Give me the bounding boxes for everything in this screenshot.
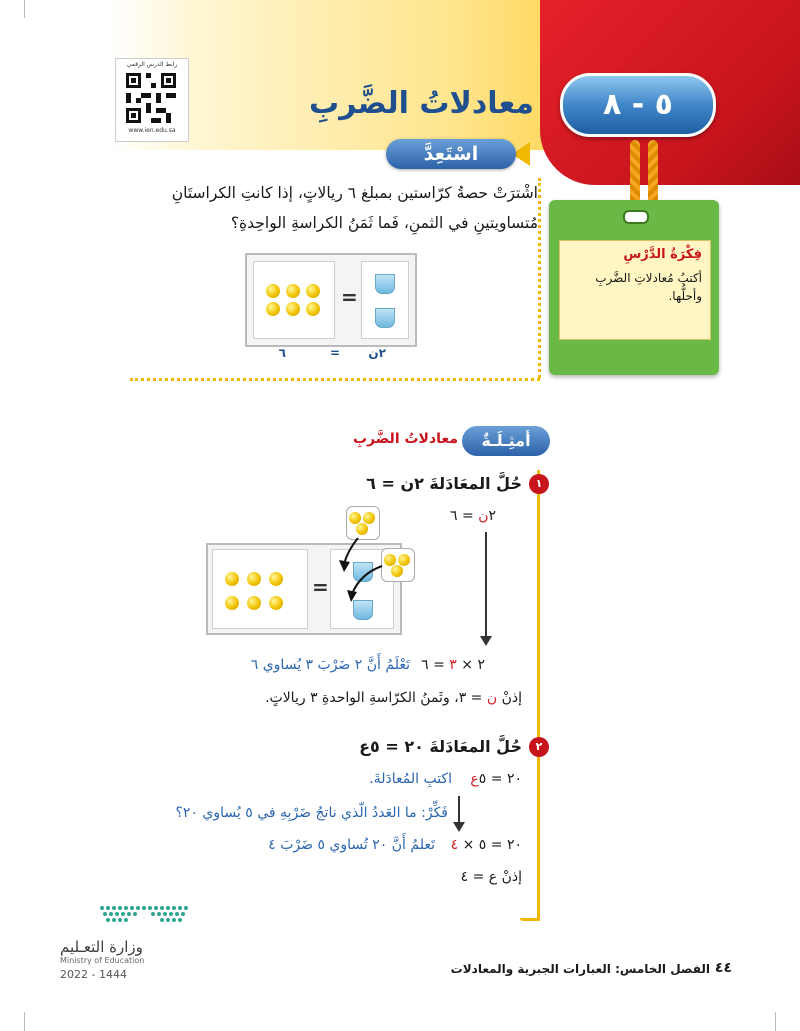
example-1-conclusion xyxy=(265,690,522,706)
lesson-idea-text: أكتبُ مُعادلاتِ الضَّربِ وأحلُّها. xyxy=(595,271,702,303)
ex1-result-lhs: ٢ × xyxy=(461,657,485,673)
coin-icon xyxy=(225,572,239,586)
ex1-conclusion-prefix: إذنْ xyxy=(501,690,522,706)
example-2-step2-note: تَعلمُ أَنَّ ٢٠ تُساوي ٥ ضَرْبَ ٤ xyxy=(268,837,435,853)
example-2-step1 xyxy=(369,771,522,787)
ex1-conclusion-text: = ٣، وثَمنُ الكرّاسةِ الواحدةِ ٣ ريالاتٍ. xyxy=(265,690,483,706)
lesson-title: معادلاتُ الضَّربِ xyxy=(308,86,534,121)
lesson-number-pill: ٥ - ٨ xyxy=(560,73,716,137)
ex1-result-rhs: = ٦ xyxy=(421,657,445,673)
cup-icon xyxy=(375,308,395,328)
prepare-eq-right: ٦ xyxy=(278,346,286,360)
ex1-step1-coef: ٢ xyxy=(488,508,496,524)
chapter-footer xyxy=(451,962,710,976)
page-number: ٤٤ xyxy=(714,960,732,976)
coin-icon xyxy=(269,596,283,610)
qr-url: www.ien.edu.sa xyxy=(128,127,176,134)
dotted-divider xyxy=(130,378,540,381)
examples-side-line-end xyxy=(520,918,540,921)
ex2-step2-eq: ٢٠ = ٥ × xyxy=(462,837,522,853)
ministry-name-english: Ministry of Education xyxy=(60,956,145,965)
crop-mark xyxy=(24,0,25,18)
example-2-conclusion: إذنْ ع = ٤ xyxy=(460,869,522,885)
example-1-result-note: تَعْلَمُ أَنَّ ٢ ضَرْبَ ٣ يُساوي ٦ xyxy=(250,657,410,673)
example-2-think: فَكِّرْ: ما العَددُ الّذي ناتجُ ضَرْبِهِ في ٥ يُساوي ٢٠؟ xyxy=(175,805,448,821)
ex1-conclusion-var: ن xyxy=(486,690,498,706)
card-hole xyxy=(623,210,649,224)
example-1-result xyxy=(421,657,485,673)
coin-icon xyxy=(247,596,261,610)
prepare-eq-left: ٢ن xyxy=(368,346,386,360)
examples-topic: معادلاتُ الضَّربِ xyxy=(352,431,458,447)
coin-icon xyxy=(269,572,283,586)
coin-icon xyxy=(247,572,261,586)
ministry-logo-icon xyxy=(98,900,190,926)
coin-icon xyxy=(363,512,375,524)
curved-arrow-icon xyxy=(330,530,410,610)
coin-icon xyxy=(286,284,300,298)
prepare-eq-sign: = xyxy=(329,346,340,360)
edition-year: 2022 - 1444 xyxy=(60,968,127,981)
example-number-1: ١ xyxy=(529,474,549,494)
chapter-title: العبارات الجبرية والمعادلات xyxy=(450,962,611,976)
qr-caption: رابط الدرس الرقمي xyxy=(126,61,178,68)
crop-mark xyxy=(24,1012,25,1031)
ex2-step2-num: ٤ xyxy=(450,837,459,853)
coin-icon xyxy=(306,302,320,316)
example-2-question: حُلَّ المعَادَلةَ ٢٠ = ٥ع xyxy=(359,737,522,756)
prepare-problem-text: اشْترَتْ حصةُ كرّاستين بمبلغ ٦ ريالاتٍ، إذا كانتِ الكراستَانِ مُتساويتينِ في الثمنِ، فَما ثَمَنُ الكراسةِ الواحِدةِ؟ xyxy=(171,184,538,232)
qr-box[interactable] xyxy=(115,58,189,142)
prepare-illustration xyxy=(245,253,417,347)
coin-icon xyxy=(306,284,320,298)
ex1-step1-var: ن xyxy=(478,508,489,524)
example-number-2: ٢ xyxy=(529,737,549,757)
rope-icon xyxy=(648,140,658,205)
crop-mark xyxy=(775,1012,776,1031)
example-1-step1 xyxy=(450,508,496,524)
cup-icon xyxy=(375,274,395,294)
down-arrow-icon xyxy=(458,796,460,830)
down-arrow-icon xyxy=(485,532,487,644)
example-1-question: حُلَّ المعَادَلةَ ٢ن = ٦ xyxy=(366,474,522,493)
coin-icon xyxy=(349,512,361,524)
equals-sign: = xyxy=(341,285,358,309)
lesson-idea-panel xyxy=(559,240,711,340)
lesson-idea-card xyxy=(549,200,719,375)
rope-icon xyxy=(630,140,640,205)
coins-tile xyxy=(212,549,308,629)
coin-icon xyxy=(225,596,239,610)
qr-code-icon xyxy=(126,73,176,123)
ex2-step1-eq: ٢٠ = ٥ xyxy=(478,771,522,787)
ex1-step1-rhs: = ٦ xyxy=(450,508,474,524)
coin-icon xyxy=(266,302,280,316)
coins-tile xyxy=(253,261,335,339)
cups-tile xyxy=(361,261,409,339)
ministry-name-arabic: وزارة التعـليم xyxy=(60,938,143,956)
ex2-step1-note: اكتبِ المُعادَلةَ. xyxy=(369,771,452,787)
ex2-step1-var: ع xyxy=(470,771,479,787)
examples-badge: أمثِـلَـةٌ xyxy=(462,426,550,456)
example-2-step2 xyxy=(451,837,522,853)
equals-sign: = xyxy=(312,575,329,599)
ex1-result-num: ٣ xyxy=(449,657,457,673)
coin-icon xyxy=(266,284,280,298)
lesson-idea-title: فِكْرَةُ الدَّرْسِ xyxy=(623,247,702,262)
prepare-badge: اسْتَعِدَّ xyxy=(386,139,516,169)
dotted-divider xyxy=(538,178,541,378)
examples-side-line xyxy=(537,470,540,920)
coin-icon xyxy=(286,302,300,316)
chapter-label: الفصل الخامس: xyxy=(615,962,710,976)
